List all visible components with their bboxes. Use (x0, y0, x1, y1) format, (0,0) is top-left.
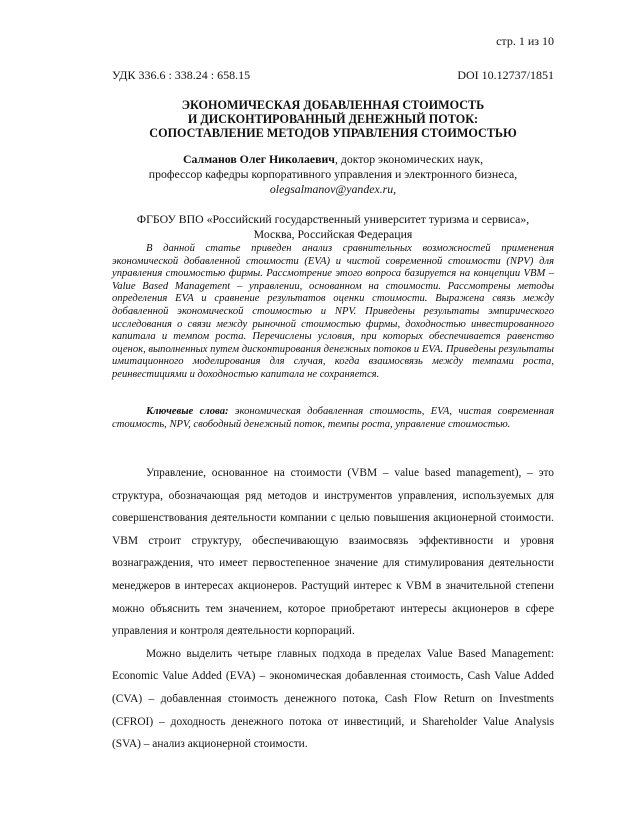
body-paragraph-2: Можно выделить четыре главных подхода в пределах Value Based Management: Economic Value Added (EVA) – экономическая добавленная стоимость, Cash Value Added (CVA) – добавленная стоимость денежного потока, Cash Flow Return on Investments (CFROI) – доходность денежного потока от инвестиций, и Shareholder Value Analysis (SVA) – анализ акционерной стоимости. (112, 647, 554, 751)
title-line-3: СОПОСТАВЛЕНИЕ МЕТОДОВ УПРАВЛЕНИЯ СТОИМОСТЬЮ (149, 126, 517, 140)
affiliation-block (112, 212, 554, 242)
author-email: olegsalmanov@yandex.ru, (269, 182, 397, 196)
abstract-text: В данной статье приведен анализ сравнительных возможностей применения экономической добавленной стоимости (EVA) и чистой современной стоимости (NPV) для управления стоимостью фирмы. Рассмотрение этого вопроса базируется на концепции VBM – Value Based Management – управлении, основанном на стоимости. Рассмотрены методы определения EVA и сравнение результатов оценки стоимости. Выражена связь между добавленной экономической стоимостью и NPV. Приведены результаты эмпирического исследования о связи между рыночной стоимостью фирмы, доходностью инвестированного капитала и темпом роста. Перечислены условия, при которых обеспечивается равенство оценок, выполненных путем дисконтирования денежных потоков и EVA. Приведены результаты имитационного моделирования для случая, когда взаимосвязь между темпами роста, реинвестициями и доходностью капитала не сохраняется. (112, 243, 554, 380)
title-line-1: ЭКОНОМИЧЕСКАЯ ДОБАВЛЕННАЯ СТОИМОСТЬ (181, 98, 485, 112)
doi-code: DOI 10.12737/1851 (457, 68, 554, 82)
meta-row (112, 68, 554, 83)
page-indicator: стр. 1 из 10 (496, 34, 554, 48)
article-title (112, 98, 554, 140)
author-degree: , доктор экономических наук, (334, 152, 484, 166)
keywords-label: Ключевые слова: (146, 406, 229, 417)
keywords-text: экономическая добавленная стоимость, EVA, чистая современная стоимость, NPV, свободный денежный поток, темпы роста, управление стоимостью. (112, 406, 554, 430)
author-block (112, 152, 554, 197)
body-paragraph-1: Управление, основанное на стоимости (VBM – value based management), – это структура, обозначающая ряд методов и инструментов управления, используемых для совершенствования деятельности компании с целью повышения акционерной стоимости. VBM строит структуру, обеспечивающую взаимосвязь эффективности и уровня вознаграждения, что имеет первостепенное значение для стимулирования деятельности менеджеров в интересах акционеров. Растущий интерес к VBM в значительной степени можно объяснить тем значением, которое приобретают интересы акционеров в сфере управления и контроля деятельности корпораций. (112, 467, 554, 638)
title-line-2: И ДИСКОНТИРОВАННЫЙ ДЕНЕЖНЫЙ ПОТОК: (187, 112, 479, 126)
affiliation-location: Москва, Российская Федерация (253, 227, 413, 241)
author-name: Салманов Олег Николаевич (182, 152, 335, 166)
affiliation-org: ФГБОУ ВПО «Российский государственный университет туризма и сервиса», (136, 212, 530, 226)
udk-code: УДК 336.6 : 338.24 : 658.15 (112, 68, 251, 82)
keywords (112, 406, 554, 431)
body-text (112, 462, 554, 756)
author-line (112, 152, 554, 167)
author-position: профессор кафедры корпоративного управления и электронного бизнеса, (148, 167, 518, 181)
abstract (112, 243, 554, 382)
